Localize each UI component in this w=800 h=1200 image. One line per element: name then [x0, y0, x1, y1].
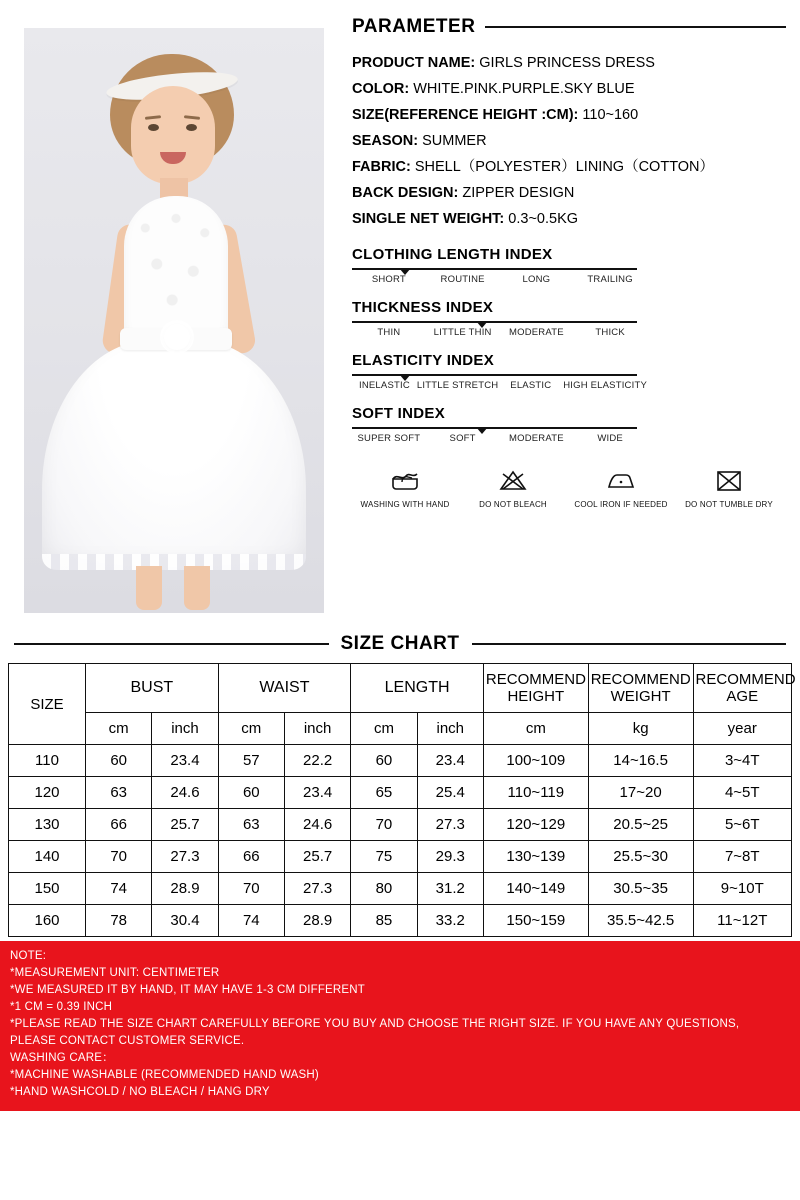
index-tick: SOFT — [449, 433, 476, 444]
size-chart-table — [8, 663, 796, 937]
index-soft — [352, 405, 786, 444]
cell-bust-inch: 27.3 — [152, 841, 218, 873]
note-line: NOTE: — [10, 950, 47, 962]
cell-waist-cm: 66 — [218, 841, 284, 873]
cell-length-cm: 60 — [351, 745, 417, 777]
care-label: DO NOT BLEACH — [479, 500, 547, 509]
index-bar — [352, 268, 637, 270]
care-item — [352, 466, 458, 509]
cell-bust-inch: 25.7 — [152, 809, 218, 841]
cell-bust-cm: 66 — [86, 809, 152, 841]
cell-length-inch: 27.3 — [417, 809, 483, 841]
index-elasticity — [352, 352, 786, 391]
note-line: WASHING CARE： — [10, 1052, 114, 1064]
care-item — [676, 466, 782, 509]
index-ticks — [352, 433, 647, 444]
care-label: COOL IRON IF NEEDED — [574, 500, 668, 509]
cell-waist-cm: 57 — [218, 745, 284, 777]
parameter-key: BACK DESIGN: — [352, 185, 459, 201]
cell-waist-inch: 24.6 — [284, 809, 350, 841]
table-row — [9, 873, 792, 905]
cell-length-inch: 23.4 — [417, 745, 483, 777]
parameter-key: SIZE(REFERENCE HEIGHT :CM): — [352, 107, 579, 123]
cell-weight: 25.5~30 — [588, 841, 693, 873]
parameter-key: SEASON: — [352, 133, 419, 149]
header-unit-height: cm — [483, 713, 588, 745]
photo-dress-skirt — [42, 340, 306, 570]
parameter-value: GIRLS PRINCESS DRESS — [479, 55, 655, 71]
table-row — [9, 745, 792, 777]
header-waist: WAIST — [218, 664, 351, 713]
parameter-value: WHITE.PINK.PURPLE.SKY BLUE — [413, 81, 635, 97]
cell-size: 110 — [9, 745, 86, 777]
table-header-unit-row — [9, 713, 792, 745]
header-waist-inch: inch — [284, 713, 350, 745]
index-tick: LONG — [522, 274, 551, 285]
cell-weight: 30.5~35 — [588, 873, 693, 905]
size-chart-rule-left — [14, 643, 329, 645]
cell-size: 160 — [9, 905, 86, 937]
cell-length-cm: 70 — [351, 809, 417, 841]
care-label: WASHING WITH HAND — [360, 500, 450, 509]
cell-bust-inch: 24.6 — [152, 777, 218, 809]
cell-height: 130~139 — [483, 841, 588, 873]
cell-weight: 35.5~42.5 — [588, 905, 693, 937]
note-line: *HAND WASHCOLD / NO BLEACH / HANG DRY — [10, 1086, 270, 1098]
cell-waist-cm: 74 — [218, 905, 284, 937]
cell-bust-inch: 30.4 — [152, 905, 218, 937]
index-marker — [476, 321, 488, 328]
header-bust: BUST — [86, 664, 219, 713]
index-tick: LITTLE THIN — [433, 327, 492, 338]
parameter-list — [352, 50, 786, 232]
parameter-row — [352, 76, 786, 102]
parameter-column — [326, 14, 792, 613]
cell-size: 130 — [9, 809, 86, 841]
cell-weight: 17~20 — [588, 777, 693, 809]
parameter-heading-row — [352, 16, 786, 38]
parameter-heading: PARAMETER — [352, 16, 476, 37]
cell-waist-inch: 22.2 — [284, 745, 350, 777]
table-row — [9, 905, 792, 937]
size-chart-heading-row — [14, 633, 786, 655]
cell-age: 11~12T — [693, 905, 791, 937]
table-row — [9, 841, 792, 873]
care-label: DO NOT TUMBLE DRY — [685, 500, 773, 509]
note-line: *MACHINE WASHABLE (RECOMMENDED HAND WASH) — [10, 1069, 319, 1081]
index-tick: ROUTINE — [440, 274, 485, 285]
parameter-row — [352, 128, 786, 154]
header-length-cm: cm — [351, 713, 417, 745]
cell-weight: 20.5~25 — [588, 809, 693, 841]
index-bar — [352, 321, 637, 323]
index-ticks — [352, 380, 647, 391]
index-ticks — [352, 327, 647, 338]
size-chart-heading: SIZE CHART — [340, 633, 460, 654]
header-length-inch: inch — [417, 713, 483, 745]
cool-iron-icon — [568, 466, 674, 496]
parameter-value: ZIPPER DESIGN — [462, 185, 575, 201]
index-tick: THICK — [595, 327, 625, 338]
index-title: THICKNESS INDEX — [352, 299, 494, 316]
size-chart-rule-right — [472, 643, 787, 645]
index-marker — [399, 268, 411, 275]
cell-age: 4~5T — [693, 777, 791, 809]
note-line: *WE MEASURED IT BY HAND, IT MAY HAVE 1-3 CM DIFFERENT — [10, 984, 366, 996]
cell-length-cm: 80 — [351, 873, 417, 905]
parameter-heading-rule — [485, 26, 786, 28]
cell-height: 110~119 — [483, 777, 588, 809]
cell-height: 100~109 — [483, 745, 588, 777]
header-bust-inch: inch — [152, 713, 218, 745]
cell-weight: 14~16.5 — [588, 745, 693, 777]
index-tick: TRAILING — [587, 274, 633, 285]
cell-age: 9~10T — [693, 873, 791, 905]
cell-waist-cm: 60 — [218, 777, 284, 809]
cell-age: 7~8T — [693, 841, 791, 873]
cell-bust-cm: 60 — [86, 745, 152, 777]
cell-waist-inch: 23.4 — [284, 777, 350, 809]
parameter-key: PRODUCT NAME: — [352, 55, 476, 71]
parameter-value: 110~160 — [582, 107, 639, 123]
table-row — [9, 777, 792, 809]
note-line: *PLEASE READ THE SIZE CHART CAREFULLY BEFORE YOU BUY AND CHOOSE THE RIGHT SIZE. IF YOU HAVE ANY QUESTIONS, — [10, 1018, 740, 1030]
care-item — [568, 466, 674, 509]
cell-bust-cm: 74 — [86, 873, 152, 905]
parameter-key: COLOR: — [352, 81, 410, 97]
header-waist-cm: cm — [218, 713, 284, 745]
cell-waist-inch: 27.3 — [284, 873, 350, 905]
header-recommend-height: RECOMMEND HEIGHT — [483, 664, 588, 713]
header-bust-cm: cm — [86, 713, 152, 745]
index-tick: ELASTIC — [510, 380, 552, 391]
index-clothing-length — [352, 246, 786, 285]
parameter-value: 0.3~0.5KG — [508, 211, 579, 227]
photo-dress-lace — [128, 204, 224, 324]
photo-dress-flower — [164, 324, 190, 350]
index-tick: MODERATE — [509, 327, 564, 338]
index-bar — [352, 374, 637, 376]
do-not-bleach-icon — [460, 466, 566, 496]
cell-waist-inch: 25.7 — [284, 841, 350, 873]
header-unit-weight: kg — [588, 713, 693, 745]
table-row — [9, 809, 792, 841]
header-length: LENGTH — [351, 664, 484, 713]
header-size: SIZE — [9, 664, 86, 745]
hand-wash-icon — [352, 466, 458, 496]
parameter-row — [352, 102, 786, 128]
header-recommend-age: RECOMMEND AGE — [693, 664, 791, 713]
header-recommend-weight: RECOMMEND WEIGHT — [588, 664, 693, 713]
index-thickness — [352, 299, 786, 338]
care-item — [460, 466, 566, 509]
product-photo — [24, 28, 324, 613]
cell-bust-cm: 63 — [86, 777, 152, 809]
photo-eye-left — [148, 124, 159, 131]
index-tick: LITTLE STRETCH — [416, 380, 499, 391]
index-tick: INELASTIC — [358, 380, 410, 391]
index-tick: THIN — [377, 327, 401, 338]
note-line: PLEASE CONTACT CUSTOMER SERVICE. — [10, 1035, 245, 1047]
index-marker — [476, 427, 488, 434]
cell-length-inch: 31.2 — [417, 873, 483, 905]
index-bar — [352, 427, 637, 429]
cell-height: 120~129 — [483, 809, 588, 841]
cell-size: 120 — [9, 777, 86, 809]
index-tick: SHORT — [371, 274, 406, 285]
cell-length-cm: 85 — [351, 905, 417, 937]
index-ticks — [352, 274, 647, 285]
cell-length-cm: 75 — [351, 841, 417, 873]
index-title: CLOTHING LENGTH INDEX — [352, 246, 553, 263]
parameter-row — [352, 50, 786, 76]
cell-waist-cm: 70 — [218, 873, 284, 905]
index-tick: SUPER SOFT — [357, 433, 421, 444]
index-tick: MODERATE — [509, 433, 564, 444]
parameter-value: SUMMER — [422, 133, 487, 149]
cell-height: 150~159 — [483, 905, 588, 937]
cell-height: 140~149 — [483, 873, 588, 905]
photo-face — [131, 86, 215, 184]
photo-eye-right — [186, 124, 197, 131]
parameter-row — [352, 154, 786, 180]
photo-leg-left — [136, 566, 162, 610]
note-line: *MEASUREMENT UNIT: CENTIMETER — [10, 967, 220, 979]
cell-waist-inch: 28.9 — [284, 905, 350, 937]
parameter-row — [352, 206, 786, 232]
care-instructions — [352, 466, 782, 509]
index-title: ELASTICITY INDEX — [352, 352, 495, 369]
cell-length-cm: 65 — [351, 777, 417, 809]
cell-bust-cm: 78 — [86, 905, 152, 937]
product-photo-column — [8, 14, 326, 613]
do-not-tumble-dry-icon — [676, 466, 782, 496]
note-block — [0, 941, 800, 1111]
cell-bust-inch: 28.9 — [152, 873, 218, 905]
parameter-row — [352, 180, 786, 206]
cell-waist-cm: 63 — [218, 809, 284, 841]
index-marker — [399, 374, 411, 381]
cell-age: 3~4T — [693, 745, 791, 777]
cell-size: 150 — [9, 873, 86, 905]
cell-bust-inch: 23.4 — [152, 745, 218, 777]
index-title: SOFT INDEX — [352, 405, 446, 422]
parameter-value: SHELL（POLYESTER）LINING（COTTON） — [414, 159, 715, 175]
cell-bust-cm: 70 — [86, 841, 152, 873]
header-unit-age: year — [693, 713, 791, 745]
index-tick: WIDE — [597, 433, 623, 444]
index-tick: HIGH ELASTICITY — [563, 380, 647, 391]
note-line: *1 CM = 0.39 INCH — [10, 1001, 113, 1013]
cell-length-inch: 25.4 — [417, 777, 483, 809]
cell-size: 140 — [9, 841, 86, 873]
parameter-key: SINGLE NET WEIGHT: — [352, 211, 505, 227]
parameter-key: FABRIC: — [352, 159, 411, 175]
photo-leg-right — [184, 566, 210, 610]
table-header-group-row — [9, 664, 792, 713]
cell-length-inch: 33.2 — [417, 905, 483, 937]
cell-age: 5~6T — [693, 809, 791, 841]
cell-length-inch: 29.3 — [417, 841, 483, 873]
